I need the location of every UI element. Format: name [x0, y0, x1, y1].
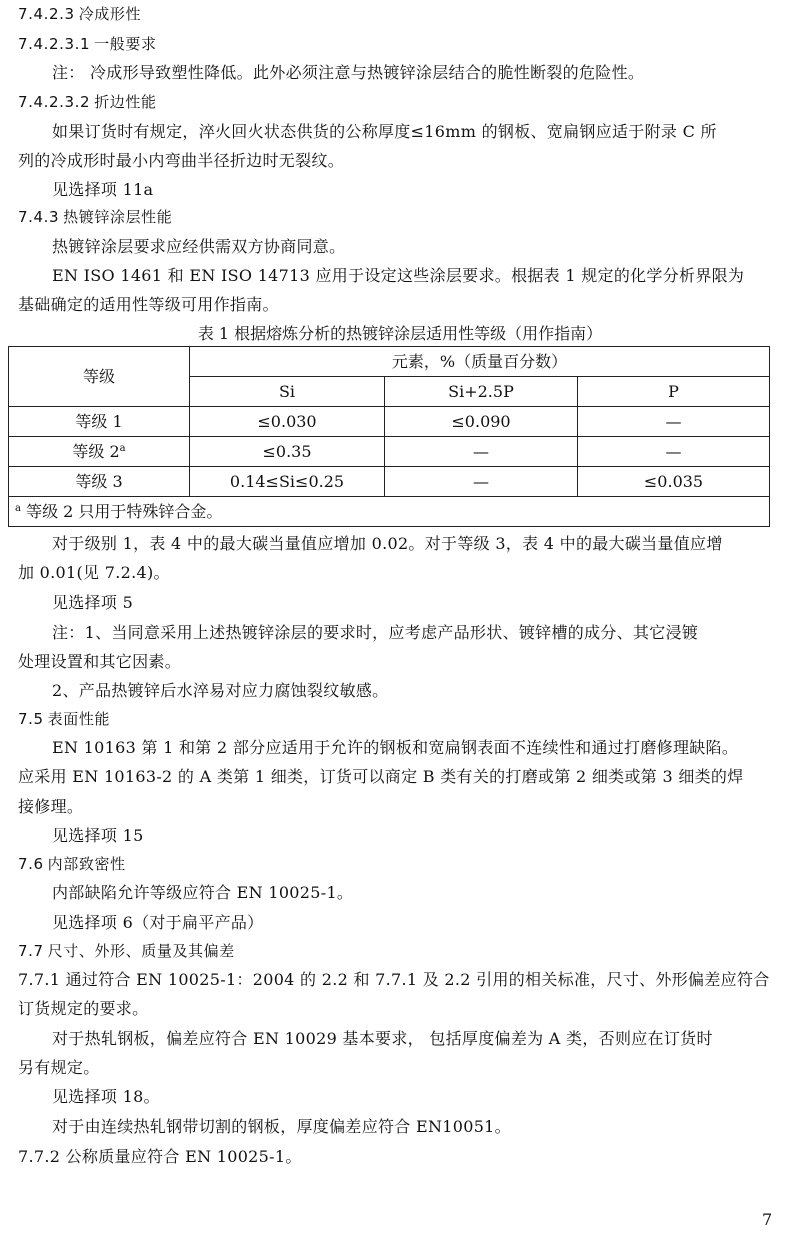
paragraph-line: 对于级别 1，表 4 中的最大碳当量值应增加 0.02。对于等级 3，表 4 中的最大碳当量值应增	[52, 534, 723, 553]
si-cell: 0.14≤Si≤0.25	[190, 467, 385, 497]
grade-cell: 等级 2$^a$	[9, 437, 190, 467]
note-paragraph: 2、产品热镀锌后水淬易对应力腐蚀裂纹敏感。	[52, 681, 389, 700]
heading-title: 热镀锌涂层性能	[63, 208, 173, 226]
table-caption: 表 1 根据熔炼分析的热镀锌涂层适用性等级（用作指南）	[197, 324, 603, 343]
grade-cell: 等级 1	[9, 407, 190, 437]
paragraph-line: 基础确定的适用性等级可用作指南。	[18, 295, 279, 314]
si-2-5p-cell: —	[385, 437, 578, 467]
p-cell: ≤0.035	[578, 467, 770, 497]
heading-number: 7.5	[18, 710, 44, 728]
table-footnote: $^a$ 等级 2 只用于特殊锌合金。	[9, 497, 770, 527]
table-header-row	[9, 347, 770, 377]
paragraph-line: EN ISO 1461 和 EN ISO 14713 应用于设定这些涂层要求。根据表 1 规定的化学分析界限为	[52, 266, 745, 285]
si-cell: ≤0.030	[190, 407, 385, 437]
paragraph-line: EN 10163 第 1 和第 2 部分应适用于允许的钢板和宽扁钢表面不连续性和通过打磨修理缺陷。	[52, 738, 739, 757]
heading-number: 7.4.3	[18, 208, 60, 226]
paragraph-line: 加 0.01(见 7.2.4)。	[18, 563, 170, 582]
option-reference: 见选择项 15	[52, 826, 144, 845]
paragraph-line: 热镀锌涂层要求应经供需双方协商同意。	[52, 237, 346, 256]
heading-7-6	[18, 852, 126, 876]
paragraph-line: 7.7.1 通过符合 EN 10025-1：2004 的 2.2 和 7.7.1 及 2.2 引用的相关标准，尺寸、外形偏差应符合	[18, 970, 770, 989]
header-p: P	[578, 377, 770, 407]
note-paragraph: 注： 冷成形导致塑性降低。此外必须注意与热镀锌涂层结合的脆性断裂的危险性。	[52, 63, 645, 82]
paragraph-line: 内部缺陷允许等级应符合 EN 10025-1。	[52, 883, 354, 902]
table-footnote-row	[9, 497, 770, 527]
paragraph-line: 订货规定的要求。	[18, 999, 149, 1018]
paragraph-line: 接修理。	[18, 797, 84, 816]
paragraph-line: 7.7.2 公称质量应符合 EN 10025-1。	[18, 1147, 302, 1166]
p-cell: —	[578, 437, 770, 467]
note-paragraph: 处理设置和其它因素。	[18, 652, 182, 671]
heading-title: 折边性能	[94, 93, 157, 111]
table-row	[9, 407, 770, 437]
table-row	[9, 437, 770, 467]
heading-title: 冷成形性	[78, 5, 142, 23]
heading-7-7	[18, 939, 235, 963]
table-row	[9, 467, 770, 497]
header-si-2-5p: Si+2.5P	[385, 377, 578, 407]
si-2-5p-cell: —	[385, 467, 578, 497]
heading-title: 尺寸、外形、质量及其偏差	[47, 942, 235, 960]
si-2-5p-cell: ≤0.090	[385, 407, 578, 437]
p-cell: —	[578, 407, 770, 437]
heading-title: 表面性能	[47, 710, 111, 728]
heading-7-4-2-3-2	[18, 90, 157, 114]
heading-7-4-3	[18, 205, 172, 229]
header-si: Si	[190, 377, 385, 407]
page-number: 7	[762, 1210, 773, 1229]
heading-number: 7.6	[18, 855, 44, 873]
option-reference: 见选择项 11a	[52, 180, 154, 199]
galvanizing-grade-table	[8, 346, 770, 527]
heading-7-4-2-3	[18, 2, 141, 26]
paragraph-line: 另有规定。	[18, 1058, 100, 1077]
paragraph-line: 应采用 EN 10163-2 的 A 类第 1 细类，订货可以商定 B 类有关的打磨或第 2 细类或第 3 细类的焊	[18, 767, 744, 786]
heading-7-5	[18, 707, 110, 731]
option-reference: 见选择项 18。	[52, 1087, 160, 1106]
paragraph-line: 对于由连续热轧钢带切割的钢板，厚度偏差应符合 EN10051。	[52, 1117, 511, 1136]
si-cell: ≤0.35	[190, 437, 385, 467]
note-paragraph: 注：1、当同意采用上述热镀锌涂层的要求时，应考虑产品形状、镀锌槽的成分、其它浸镀	[52, 623, 699, 642]
heading-title: 一般要求	[94, 35, 157, 53]
heading-number: 7.4.2.3.2	[18, 93, 91, 111]
header-elements: 元素，%（质量百分数）	[190, 347, 770, 377]
option-reference: 见选择项 5	[52, 593, 134, 612]
heading-number: 7.4.2.3.1	[18, 35, 91, 53]
heading-title: 内部致密性	[47, 855, 126, 873]
paragraph-line: 列的冷成形时最小内弯曲半径折边时无裂纹。	[18, 151, 345, 170]
header-grade: 等级	[9, 347, 190, 407]
paragraph-line: 如果订货时有规定，淬火回火状态供货的公称厚度≤16mm 的钢板、宽扁钢应适于附录 C 所	[52, 122, 717, 141]
paragraph-line: 对于热轧钢板，偏差应符合 EN 10029 基本要求， 包括厚度偏差为 A 类，否则应在订货时	[52, 1029, 713, 1048]
option-reference: 见选择项 6（对于扁平产品）	[52, 913, 264, 932]
grade-cell: 等级 3	[9, 467, 190, 497]
heading-number: 7.4.2.3	[18, 5, 75, 23]
heading-number: 7.7	[18, 942, 44, 960]
heading-7-4-2-3-1	[18, 32, 157, 56]
